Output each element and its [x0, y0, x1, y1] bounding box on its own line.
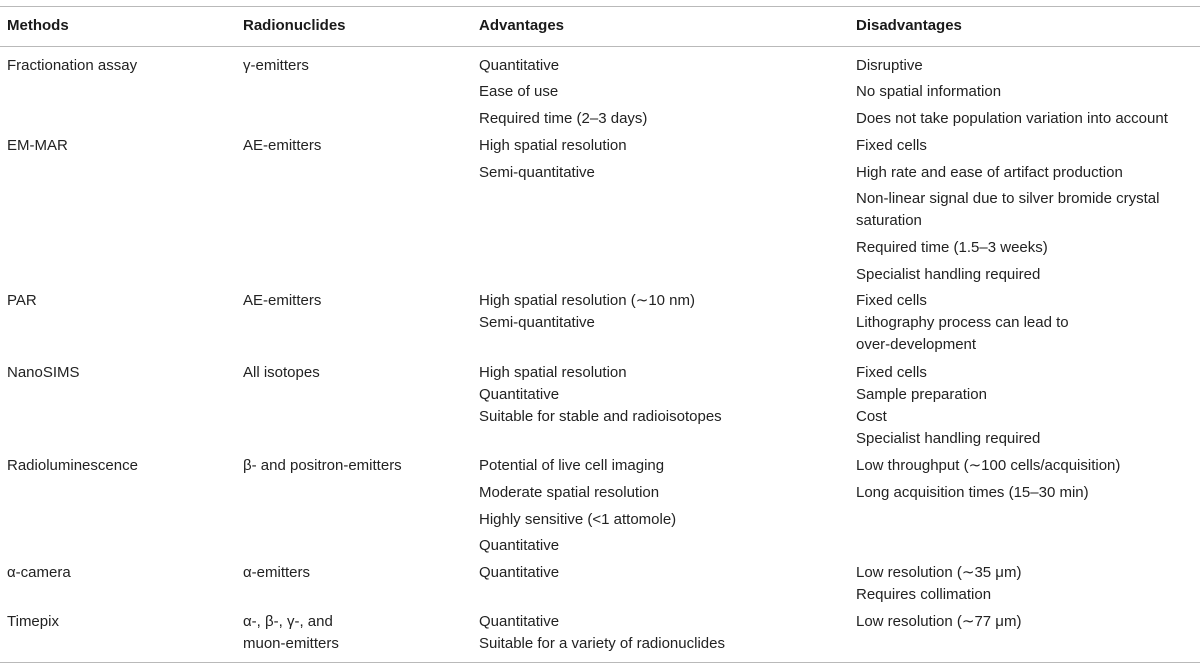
cell-disadvantage: Low resolution (∼35 μm)	[856, 564, 1022, 581]
cell-disadvantage: Cost	[856, 408, 887, 425]
cell-method: NanoSIMS	[7, 364, 80, 381]
cell-method: α-camera	[7, 564, 71, 581]
cell-disadvantage: Fixed cells	[856, 364, 927, 381]
cell-disadvantage: Non-linear signal due to silver bromide crystal	[856, 190, 1160, 207]
cell-radionuclides: γ-emitters	[243, 57, 309, 74]
cell-disadvantage: Disruptive	[856, 57, 923, 74]
cell-advantage: Semi-quantitative	[479, 314, 595, 331]
cell-disadvantage: Required time (1.5–3 weeks)	[856, 239, 1048, 256]
cell-radionuclides: α-emitters	[243, 564, 311, 581]
header-advantages: Advantages	[479, 17, 565, 34]
cell-method: Fractionation assay	[7, 57, 138, 74]
table-top-rule	[0, 6, 1200, 7]
cell-advantage: Quantitative	[479, 537, 560, 554]
cell-advantage: Quantitative	[479, 57, 560, 74]
cell-disadvantage: Specialist handling required	[856, 266, 1041, 283]
cell-disadvantage: Sample preparation	[856, 386, 987, 403]
cell-disadvantage: over-development	[856, 336, 977, 353]
cell-radionuclides: β- and positron-emitters	[243, 457, 402, 474]
cell-advantage: Quantitative	[479, 386, 560, 403]
cell-disadvantage: Lithography process can lead to	[856, 314, 1069, 331]
cell-method: EM-MAR	[7, 137, 68, 154]
cell-method: Radioluminescence	[7, 457, 138, 474]
cell-advantage: Suitable for stable and radioisotopes	[479, 408, 722, 425]
cell-advantage: High spatial resolution	[479, 137, 627, 154]
cell-advantage: Suitable for a variety of radionuclides	[479, 635, 725, 652]
cell-disadvantage: Does not take population variation into account	[856, 110, 1168, 127]
table-bottom-rule	[0, 662, 1200, 663]
cell-disadvantage: Requires collimation	[856, 586, 992, 603]
cell-disadvantage: Low resolution (∼77 μm)	[856, 613, 1022, 630]
cell-advantage: Quantitative	[479, 613, 560, 630]
cell-disadvantage: Long acquisition times (15–30 min)	[856, 484, 1089, 501]
header-radionuclides: Radionuclides	[243, 17, 346, 34]
cell-advantage: Quantitative	[479, 564, 560, 581]
cell-disadvantage: No spatial information	[856, 83, 1002, 100]
cell-advantage: High spatial resolution	[479, 364, 627, 381]
cell-radionuclides: All isotopes	[243, 364, 320, 381]
cell-disadvantage: Specialist handling required	[856, 430, 1041, 447]
cell-method: PAR	[7, 292, 37, 309]
cell-disadvantage: High rate and ease of artifact production	[856, 164, 1123, 181]
cell-method: Timepix	[7, 613, 59, 630]
cell-advantage: High spatial resolution (∼10 nm)	[479, 292, 695, 309]
cell-advantage: Highly sensitive (<1 attomole)	[479, 511, 677, 528]
header-methods: Methods	[7, 17, 69, 34]
cell-disadvantage: Fixed cells	[856, 137, 927, 154]
cell-radionuclides: AE-emitters	[243, 137, 322, 154]
cell-radionuclides: α-, β-, γ-, and	[243, 613, 333, 630]
cell-advantage: Moderate spatial resolution	[479, 484, 660, 501]
cell-advantage: Potential of live cell imaging	[479, 457, 665, 474]
cell-disadvantage: saturation	[856, 212, 922, 229]
cell-disadvantage: Fixed cells	[856, 292, 927, 309]
cell-advantage: Semi-quantitative	[479, 164, 595, 181]
cell-advantage: Ease of use	[479, 83, 559, 100]
header-disadvantages: Disadvantages	[856, 17, 962, 34]
cell-radionuclides: muon-emitters	[243, 635, 339, 652]
header-rule	[0, 46, 1200, 47]
cell-advantage: Required time (2–3 days)	[479, 110, 648, 127]
cell-radionuclides: AE-emitters	[243, 292, 322, 309]
cell-disadvantage: Low throughput (∼100 cells/acquisition)	[856, 457, 1121, 474]
